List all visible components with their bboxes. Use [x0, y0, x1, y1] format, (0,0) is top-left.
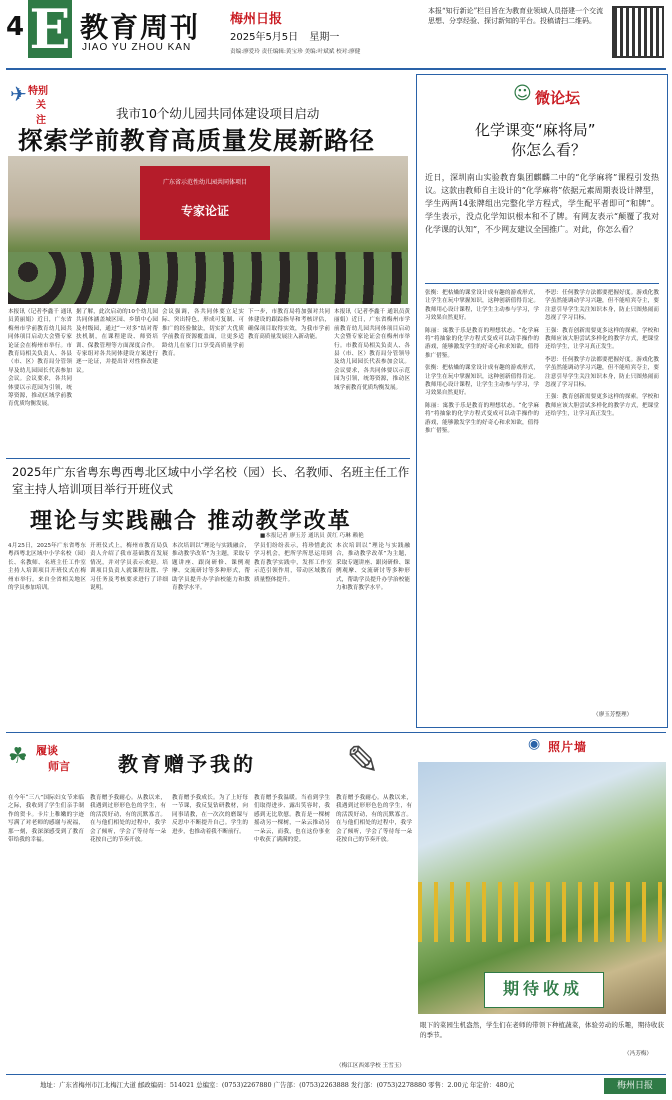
essay-tag — [8, 738, 88, 786]
feature-headline: 探索学前教育高质量发展新路径 — [18, 126, 375, 155]
essay-illustration — [318, 736, 406, 792]
masthead-rule — [6, 68, 666, 70]
forum-col-1 — [425, 289, 539, 719]
forum-opinion-4: 王强：教育创新需要更多这样的探索。学校和教师应该大胆尝试多样化的教学方式，把课堂还给学生，让学习真正发生。 — [545, 327, 659, 351]
feature-col-2: 据了解，此次启动的10个幼儿园共同体涵盖城区园、乡镇中心园及村级园，通过“一对多”结对帮扶机制，在课程建设、师资培训、保教管理等方面深度合作。专家组对各共同体建设方案进行逐一论证，并提出针对性修改建议。 — [76, 309, 158, 374]
essay-tag-2: 师言 — [48, 760, 70, 773]
forum-lead-rule — [425, 283, 659, 284]
photo-banner-text: 广东省示范性幼儿园共同体项目 — [162, 179, 247, 186]
forum-opinion-1b: 张衡：把枯燥的课堂设计成有趣的游戏形式，让学生在玩中掌握知识，这种创新值得肯定。教师用心设计课程，让学生主动参与学习，学习效果自然更好。 — [425, 365, 539, 397]
feature-section — [6, 74, 410, 304]
qr-code[interactable] — [612, 6, 664, 58]
footer-logo — [604, 1078, 666, 1094]
page-number: 4 — [6, 12, 25, 42]
weekday-text: 星期一 — [309, 32, 340, 43]
photo-title: 期待收成 — [502, 979, 583, 998]
section-letter: E — [29, 0, 71, 61]
forum-signoff: （廖玉芳整理） — [593, 712, 633, 718]
photo-wall-tag-text: 照片墙 — [548, 740, 588, 754]
training-col-5-text: 本次培训以“理论与实践融合，推动教学改革”为主题，采取专题讲座、跟岗研修、课例观摩、交流研讨等多种形式，帮助学员提升办学治校能力和教育教学水平。 — [336, 543, 410, 592]
photo-fence — [418, 882, 666, 942]
essay-author: （梅江区西郊学校 王雪玉） — [336, 1063, 405, 1069]
forum-opinion-3b: 李思：任何教学方法都要把握好度。游戏化教学虽然能调动学习兴趣，但不能喧宾夺主，要注意引导学生关注知识本身，防止只图热闹而忽视了学习目标。 — [545, 356, 659, 389]
feature-subtitle: 我市10个幼儿园共同体建设项目启动 — [116, 106, 320, 121]
forum-icon: ☺ — [513, 83, 532, 104]
forum-opinion-2b: 陈丽：寓教于乐是教育的理想状态。“化学麻将”将抽象的化学方程式变成可以动手操作的游戏，能够激发学生的好奇心和求知欲，值得推广借鉴。 — [425, 402, 539, 435]
forum-box — [416, 74, 668, 728]
training-subtitle: 2025年广东省粤东粤西粤北区域中小学名校（园）长、名教师、名班主任工作室主持人培训项目举行开班仪式 — [12, 465, 410, 496]
special-tag-1: 特别 — [28, 86, 48, 97]
forum-headline-1: 化学课变“麻将局” — [475, 121, 596, 139]
footer-rule — [6, 1074, 666, 1075]
training-headline: 理论与实践融合 推动教学改革 — [30, 509, 352, 534]
photo-banner-text-2: 专家论证 — [180, 204, 229, 218]
forum-headline-2: 你怎么看？ — [511, 141, 587, 159]
essay-col-1: 在今年“三八”国际妇女节来临之际，我收到了学生们亲手制作的贺卡。卡片上稚嫩的字迹写满了对老师的感谢与祝福，那一刻，我深深感受到了教育带给我的幸福。 — [8, 795, 84, 844]
essay-top-rule — [6, 732, 666, 733]
essay-headline: 教育赠予我的 — [118, 752, 256, 776]
masthead — [0, 0, 672, 68]
essay-col-4: 教育赠予我温暖。当看到学生们取得进步、露出笑容时，我感到无比欣慰。教育是一棵树摇动另一棵树，一朵云推动另一朵云，而我，也在这份事业中收获了满满的爱。 — [254, 795, 330, 844]
essay-col-5-text: 教育赠予我耐心。从教以来，我遇到过形形色色的学生，有的活泼好动，有的沉默寡言。在与他们相处的过程中，我学会了倾听，学会了等待每一朵花按自己的节奏开放。 — [336, 795, 412, 844]
training-col-2: 开班仪式上，梅州市教育局负责人介绍了我市基础教育发展情况，并对学员表示欢迎。培训项目负责人就课程设置、学习任务及考核要求进行了详细说明。 — [90, 543, 168, 592]
paper-logo: 梅州日报 — [230, 12, 283, 27]
special-icon: ✈ — [10, 82, 27, 106]
footer-text: 地址：广东省梅州市江北梅江大道 邮政编码：514021 总编室：(0753)2267880 广告部：(0753)2263888 发行部：(0753)2278880 零售：2.00元 年定价：480元 — [40, 1081, 515, 1089]
training-col-4: 学员们纷纷表示，将珍惜此次学习机会，把所学所思运用到教育教学实践中，发挥工作室示范引领作用，带动区域教育质量整体提升。 — [254, 543, 332, 583]
special-tag-2: 关注 — [36, 100, 46, 126]
forum-opinion-4b: 王强：教育创新需要更多这样的探索。学校和教师应该大胆尝试多样化的教学方式，把课堂还给学生，让学习真正发生。 — [545, 394, 659, 418]
photo-audience — [8, 252, 408, 304]
essay-col-5 — [336, 794, 412, 1064]
section-title: 教育周刊 — [80, 11, 201, 44]
feature-col-3: 会议强调，各共同体要立足实际、突出特色，形成可复制、可推广的经验做法，切实扩大优质学前教育资源覆盖面，让更多适龄幼儿在家门口享受高质量学前教育。 — [162, 309, 244, 358]
feature-col-4: 下一步，市教育局将加强对共同体建设的跟踪指导和考核评估，确保项目取得实效，为我市学前教育高质量发展注入新动能。 — [248, 309, 330, 341]
feature-photo — [8, 156, 408, 304]
essay-col-3: 教育赠予我成长。为了上好每一节课，我反复钻研教材，向同事请教，在一次次的磨课与反思中不断提升自己。学生的进步，也推动着我不断前行。 — [172, 795, 248, 835]
staff-line: 责编:廖爱玲 责任编辑:黄宝珍 美编:叶斌斌 校对:廖健 — [230, 49, 361, 55]
special-tag — [10, 78, 54, 126]
camera-icon: ◉ — [528, 736, 541, 752]
photo-image — [418, 762, 666, 1014]
feature-divider — [6, 458, 410, 459]
forum-opinion-2: 陈丽：寓教于乐是教育的理想状态。“化学麻将”将抽象的化学方程式变成可以动手操作的游戏，能够激发学生的好奇心和求知欲，值得推广借鉴。 — [425, 327, 539, 359]
essay-col-2: 教育赠予我耐心。从教以来，我遇到过形形色色的学生，有的活泼好动，有的沉默寡言。在与他们相处的过程中，我学会了倾听，学会了等待每一朵花按自己的节奏开放。 — [90, 795, 166, 844]
training-byline: ■本报记者 廖玉芳 通讯员 黄红 巧琳 赖艳 — [260, 533, 364, 539]
essay-icon: ☘ — [8, 744, 28, 769]
forum-opinion-3: 李思：任何教学方法都要把握好度。游戏化教学虽然能调动学习兴趣，但不能喧宾夺主，要注意引导学生关注知识本身，防止只图热闹而忽视了学习目标。 — [545, 290, 659, 322]
section-pinyin: JIAO YU ZHOU KAN — [82, 42, 192, 53]
issue-date — [230, 28, 339, 43]
forum-opinion-1: 张衡：把枯燥的课堂设计成有趣的游戏形式，让学生在玩中掌握知识，这种创新值得肯定。教师用心设计课程，让学生主动参与学习，学习效果自然更好。 — [425, 290, 539, 322]
photo-wall — [418, 736, 666, 1062]
training-col-5 — [336, 542, 410, 692]
feature-col-5 — [334, 308, 410, 458]
training-col-1: 4月25日，2025年广东省粤东粤西粤北区域中小学名校（园）长、名教师、名班主任工作室主持人培训项目开班仪式在梅州市举行。来自全省相关地区的学员参加培训。 — [8, 543, 86, 592]
feature-col-1: 本报讯（记者李鑫千 通讯员黄丽娟）近日，广东省梅州市学前教育幼儿园共同体项目启动大会暨专家论证会在梅州市举行。市教育局相关负责人、各县（市、区）教育局分管领导及幼儿园园长代表参加会议。会议要求，各共同体要以示范园为引领，统筹资源，推动区域学前教育优质均衡发展。 — [8, 309, 72, 408]
photo-wall-tag — [528, 736, 648, 758]
pen-icon: ✎ — [346, 738, 380, 784]
training-col-3: 本次培训以“理论与实践融合，推动教学改革”为主题，采取专题讲座、跟岗研修、课例观摩、交流研讨等多种形式，帮助学员提升办学治校能力和教育教学水平。 — [172, 543, 250, 592]
notice-box: 本报“知行新论”栏目旨在为教育业领域人员搭建一个交流思想、分享经验、探讨新知的平台。投稿请扫二维码。 — [428, 7, 604, 25]
forum-tag — [513, 81, 603, 111]
date-text: 2025年5月5日 — [230, 32, 299, 43]
qr-label — [614, 8, 615, 9]
footer-logo-text: 梅州日报 — [616, 1081, 653, 1091]
forum-lead: 近日，深圳南山实验教育集团麒麟二中的“化学麻将”课程引发热议。这款由教师自主设计的“化学麻将”依据元素周期表设计牌型，学生两两14张牌组出完整化学方程式，学生配平者即可“和牌”。学生表示，没点化学知识根本和不了牌。有网友表示“颠覆了我对化学课的认知”，不少网友建议全国推广。对此，你怎么看？ — [425, 173, 659, 234]
forum-tag-text: 微论坛 — [535, 89, 581, 107]
essay-tag-1: 履谈 — [36, 744, 58, 757]
photo-credit: （冯芳梅） — [624, 1051, 652, 1057]
forum-col-2 — [545, 289, 659, 709]
feature-col-5-text: 本报讯（记者李鑫千 通讯员黄丽娟）近日，广东省梅州市学前教育幼儿园共同体项目启动大会暨专家论证会在梅州市举行。市教育局相关负责人、各县（市、区）教育局分管领导及幼儿园园长代表参加会议。会议要求，各共同体要以示范园为引领，统筹资源，推动区域学前教育优质均衡发展。 — [334, 309, 410, 391]
photo-caption: 眼下的菜园生机盎然，学生们在老师的带领下种植蔬菜，体验劳动的乐趣，期待收获的季节。 — [420, 1021, 664, 1039]
